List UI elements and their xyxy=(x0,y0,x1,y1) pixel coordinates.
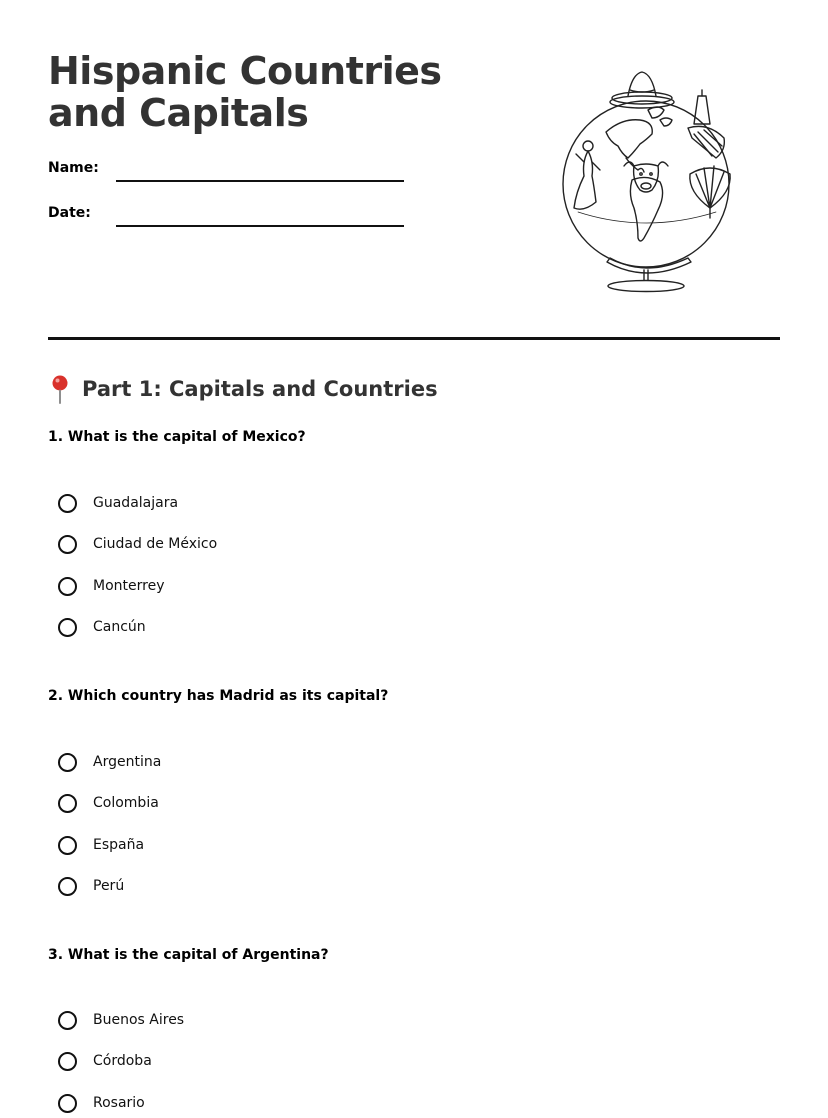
question-1-option-2[interactable] xyxy=(58,532,217,556)
radio-button[interactable] xyxy=(58,494,77,513)
radio-button[interactable] xyxy=(58,836,77,855)
option-label: Argentina xyxy=(93,754,162,770)
option-label: Buenos Aires xyxy=(93,1012,185,1028)
radio-button[interactable] xyxy=(58,794,77,813)
section-divider xyxy=(48,337,780,340)
question-3-option-3[interactable] xyxy=(58,1091,145,1115)
date-field[interactable] xyxy=(116,225,404,227)
section-heading xyxy=(48,372,438,406)
radio-button[interactable] xyxy=(58,618,77,637)
question-1-option-4[interactable] xyxy=(58,615,146,639)
name-label: Name: xyxy=(48,160,99,176)
radio-button[interactable] xyxy=(58,753,77,772)
option-label: Cancún xyxy=(93,619,146,635)
option-label: Rosario xyxy=(93,1095,145,1111)
question-1: 1. What is the capital of Mexico? xyxy=(48,429,306,445)
map-pin-icon xyxy=(48,374,72,404)
radio-button[interactable] xyxy=(58,535,77,554)
radio-button[interactable] xyxy=(58,877,77,896)
question-2-option-1[interactable] xyxy=(58,750,161,774)
option-label: Guadalajara xyxy=(93,495,179,511)
date-label: Date: xyxy=(48,205,91,221)
option-label: España xyxy=(93,837,145,853)
name-field[interactable] xyxy=(116,180,404,182)
question-1-option-3[interactable] xyxy=(58,574,164,598)
option-label: Córdoba xyxy=(93,1053,152,1069)
section-heading-text: Part 1: Capitals and Countries xyxy=(82,377,438,401)
option-label: Colombia xyxy=(93,795,159,811)
globe-illustration-icon xyxy=(548,62,744,298)
question-2-option-3[interactable] xyxy=(58,833,144,857)
radio-button[interactable] xyxy=(58,577,77,596)
question-2-option-4[interactable] xyxy=(58,874,124,898)
radio-button[interactable] xyxy=(58,1052,77,1071)
radio-button[interactable] xyxy=(58,1011,77,1030)
question-3-option-2[interactable] xyxy=(58,1049,152,1073)
option-label: Monterrey xyxy=(93,578,165,594)
question-3-option-1[interactable] xyxy=(58,1008,184,1032)
option-label: Perú xyxy=(93,878,125,894)
page-title: Hispanic Countries and Capitals xyxy=(48,49,442,135)
option-label: Ciudad de México xyxy=(93,536,218,552)
question-2: 2. Which country has Madrid as its capital? xyxy=(48,688,389,704)
question-3: 3. What is the capital of Argentina? xyxy=(48,947,329,963)
question-2-option-2[interactable] xyxy=(58,791,159,815)
question-1-option-1[interactable] xyxy=(58,491,178,515)
radio-button[interactable] xyxy=(58,1094,77,1113)
